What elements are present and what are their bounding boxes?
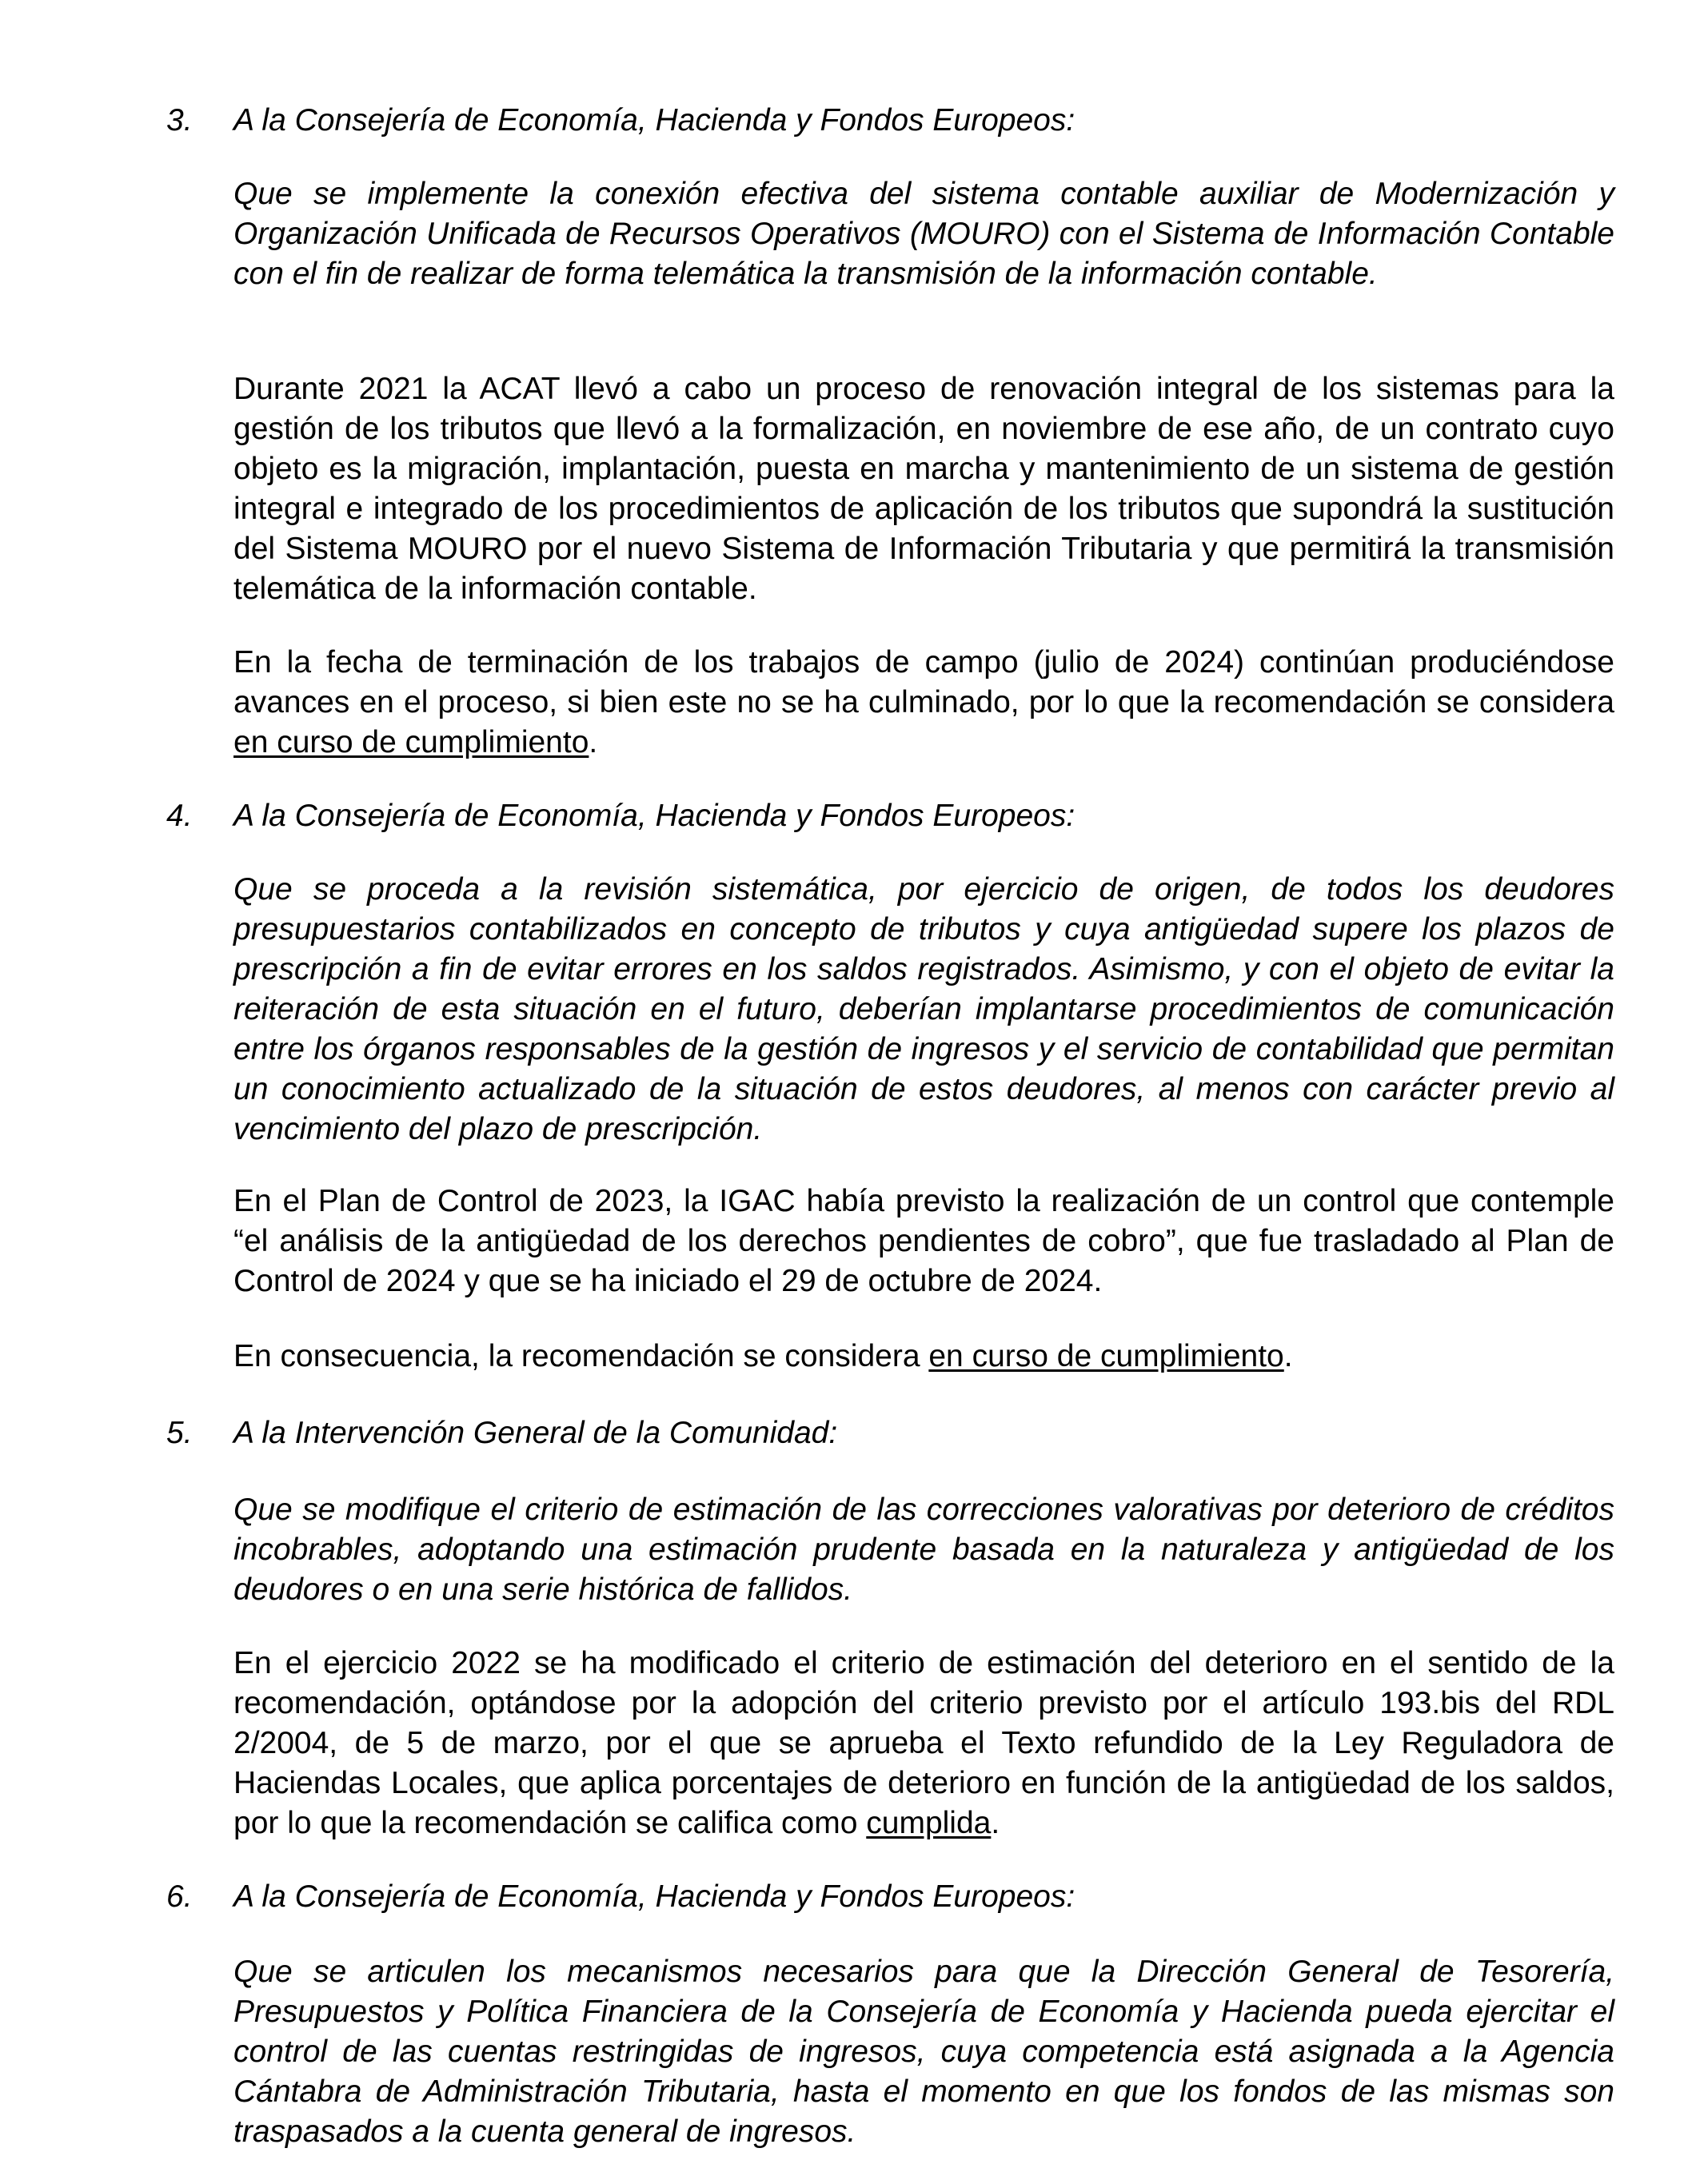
- item-addressee: A la Intervención General de la Comunidad:: [233, 1416, 838, 1450]
- item-4-recommendation: Que se proceda a la revisión sistemática, por ejercicio de origen, de todos los deudores presupuestarios contabilizados en concepto de tributos y cuya antigüedad supere los plazos de prescripción a fin de evitar errores en los saldos registrados. Asimismo, y con el objeto de evitar la reiteración de esta situación en el futuro, deberían implantarse procedimientos de comunicación entre los órganos responsables de la gestión de ingresos y el servicio de contabilidad que permitan un conocimiento actualizado de la situación de estos deudores, al menos con carácter previo al vencimiento del plazo de prescripción.: [233, 872, 1614, 1146]
- item-addressee: A la Consejería de Economía, Hacienda y Fondos Europeos:: [233, 799, 1075, 833]
- status-underlined: cumplida: [866, 1806, 992, 1840]
- paragraph-text: En la fecha de terminación de los trabajos de campo (julio de 2024) continúan produciéndose avances en el proceso, si bien este no se ha culminado, por lo que la recomendación se considera: [233, 645, 1614, 719]
- item-3-recommendation: Que se implemente la conexión efectiva del sistema contable auxiliar de Modernización y Organización Unificada de Recursos Operativos (MOURO) con el Sistema de Información Contable con el fin de realizar de forma telemática la transmisión de la información contable.: [233, 177, 1614, 291]
- item-number: 3.: [166, 103, 193, 137]
- paragraph-text: En el ejercicio 2022 se ha modificado el criterio de estimación del deterioro en el sentido de la recomendación, optándose por la adopción del criterio previsto por el artículo 193.bis del RDL 2/2004, de 5 de marzo, por el que se aprueba el Texto refundido de la Ley Reguladora de Haciendas Locales, que aplica porcentajes de deterioro en función de la antigüedad de los saldos, por lo que la recomendación se califica como: [233, 1646, 1614, 1840]
- item-4-paragraph-1: En el Plan de Control de 2023, la IGAC había previsto la realización de un control que contemple “el análisis de la antigüedad de los derechos pendientes de cobro”, que fue trasladado al Plan de Control de 2024 y que se ha iniciado el 29 de octubre de 2024.: [233, 1184, 1614, 1298]
- item-5-recommendation: Que se modifique el criterio de estimación de las correcciones valorativas por deterioro de créditos incobrables, adoptando una estimación prudente basada en la naturaleza y antigüedad de los deudores o en una serie histórica de fallidos.: [233, 1493, 1614, 1607]
- item-3-paragraph-2: [233, 643, 1614, 763]
- item-number: 5.: [166, 1416, 193, 1450]
- status-underlined: en curso de cumplimiento: [928, 1339, 1284, 1373]
- paragraph-text-end: .: [991, 1806, 1000, 1840]
- item-3-paragraph-1: Durante 2021 la ACAT llevó a cabo un proceso de renovación integral de los sistemas para la gestión de los tributos que llevó a la formalización, en noviembre de ese año, de un contrato cuyo objeto es la migración, implantación, puesta en marcha y mantenimiento de un sistema de gestión integral e integrado de los procedimientos de aplicación de los tributos que supondrá la sustitución del Sistema MOURO por el nuevo Sistema de Información Tributaria y que permitirá la transmisión telemática de la información contable.: [233, 372, 1614, 606]
- item-number: 4.: [166, 799, 193, 833]
- item-addressee: A la Consejería de Economía, Hacienda y Fondos Europeos:: [233, 1879, 1075, 1914]
- item-addressee: A la Consejería de Economía, Hacienda y Fondos Europeos:: [233, 103, 1075, 137]
- paragraph-text-end: .: [1283, 1339, 1293, 1373]
- status-underlined: en curso de cumplimiento: [233, 725, 589, 759]
- paragraph-text-end: .: [589, 725, 598, 759]
- item-6-recommendation: Que se articulen los mecanismos necesarios para que la Dirección General de Tesorería, Presupuestos y Política Financiera de la Consejería de Economía y Hacienda pueda ejercitar el control de las cuentas restringidas de ingresos, cuya competencia está asignada a la Agencia Cántabra de Administración Tributaria, hasta el momento en que los fondos de las mismas son traspasados a la cuenta general de ingresos.: [233, 1955, 1614, 2149]
- paragraph-text: En consecuencia, la recomendación se considera: [233, 1339, 929, 1373]
- item-5-paragraph-1: [233, 1644, 1614, 1843]
- item-number: 6.: [166, 1879, 193, 1914]
- item-4-paragraph-2: [233, 1337, 1614, 1377]
